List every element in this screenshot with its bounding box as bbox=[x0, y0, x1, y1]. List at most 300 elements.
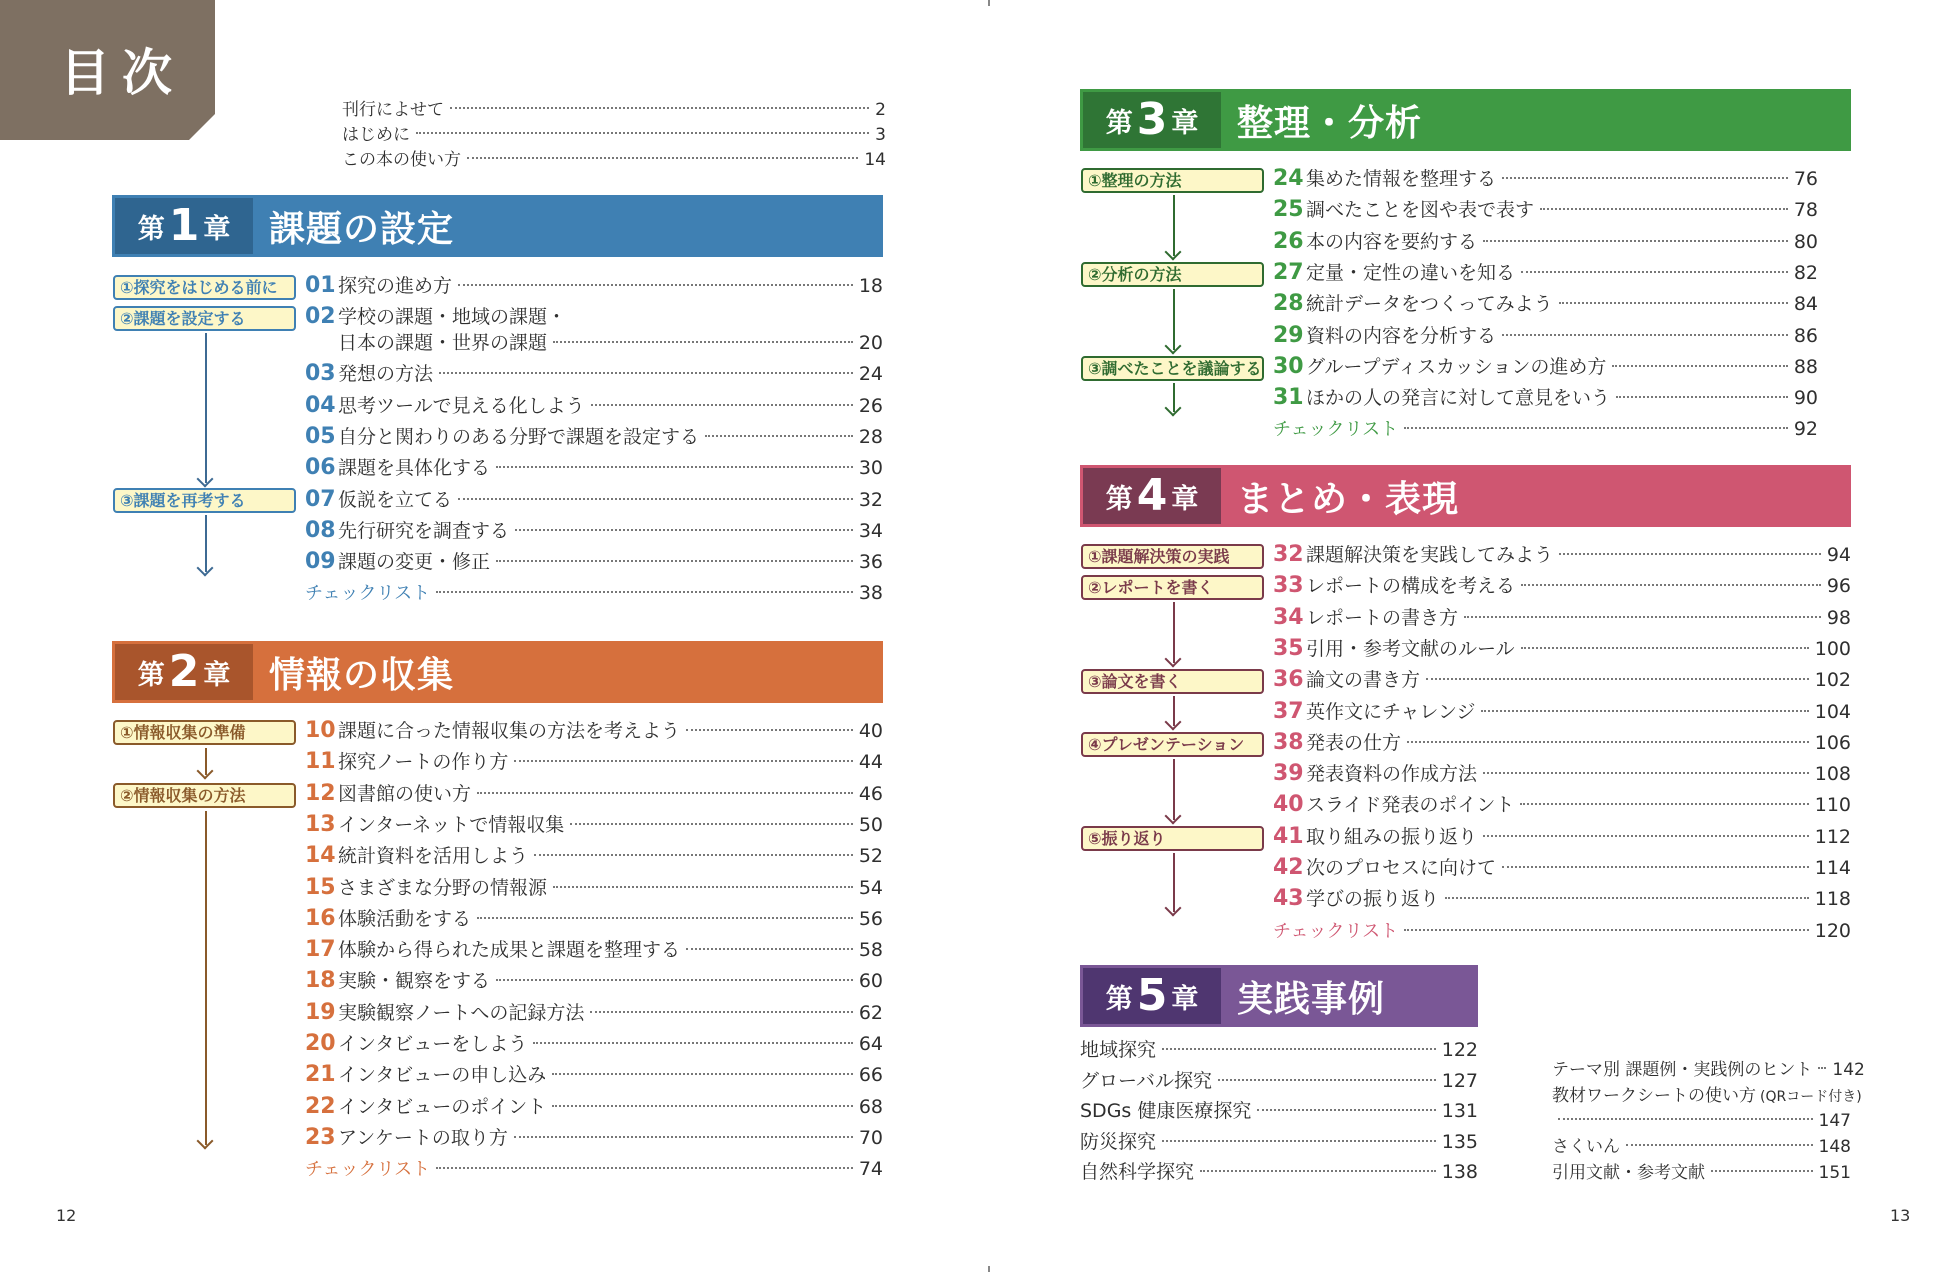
leader-dots bbox=[552, 1105, 853, 1107]
leader-dots bbox=[1404, 427, 1788, 429]
chapter-4-entry[interactable] bbox=[1273, 636, 1851, 662]
entry-page: 2 bbox=[875, 100, 886, 120]
leader-dots bbox=[1616, 396, 1788, 398]
entry-title: チェックリスト bbox=[1273, 920, 1399, 942]
chapter-title: 実践事例 bbox=[1221, 968, 1475, 1024]
leader-dots bbox=[416, 132, 869, 134]
entry-number: 24 bbox=[1273, 166, 1304, 191]
chapter-2-checklist[interactable] bbox=[305, 1156, 883, 1182]
stage-label: ②レポートを書く bbox=[1081, 575, 1264, 600]
entry-number: 36 bbox=[1273, 667, 1304, 693]
chapter-1-entry[interactable] bbox=[305, 424, 883, 450]
chapter-5-entry[interactable] bbox=[1080, 1159, 1478, 1185]
leader-dots bbox=[496, 560, 853, 562]
leader-dots bbox=[1521, 584, 1821, 586]
left-page-number: 12 bbox=[56, 1206, 77, 1225]
leader-dots bbox=[705, 435, 853, 437]
stage-label: ②課題を設定する bbox=[113, 306, 296, 331]
entry-number: 03 bbox=[305, 361, 336, 387]
center-crop-mark-top bbox=[988, 0, 990, 6]
leader-dots bbox=[553, 341, 853, 343]
back-matter-entry[interactable] bbox=[1552, 1057, 1865, 1083]
chapter-1-entry[interactable] bbox=[305, 518, 883, 544]
leader-dots bbox=[1559, 553, 1821, 555]
leader-dots bbox=[1481, 710, 1808, 712]
entry-page: 110 bbox=[1814, 794, 1851, 817]
entry-title: インタビューをしよう bbox=[338, 1033, 528, 1055]
chapter-3-entry[interactable] bbox=[1273, 323, 1818, 349]
entry-number: 41 bbox=[1273, 823, 1304, 849]
entry-page: 76 bbox=[1793, 168, 1818, 190]
entry-page: 100 bbox=[1814, 637, 1851, 660]
leader-dots bbox=[1404, 929, 1809, 931]
flow-arrow bbox=[205, 333, 207, 483]
chapter-1-entry[interactable] bbox=[305, 393, 883, 419]
entry-number: 18 bbox=[305, 968, 336, 994]
chapter-2-entry[interactable] bbox=[305, 718, 883, 744]
flow-arrow bbox=[1173, 759, 1175, 820]
entry-page: 36 bbox=[858, 551, 883, 574]
chapter-2-entry[interactable] bbox=[305, 781, 883, 807]
entry-page: 80 bbox=[1793, 230, 1818, 253]
front-matter-entry[interactable] bbox=[342, 147, 886, 173]
entry-title: 学校の課題・地域の課題・ bbox=[338, 306, 567, 329]
chapter-2-entry[interactable] bbox=[305, 906, 883, 932]
chapter-4-entry[interactable] bbox=[1273, 824, 1851, 850]
leader-dots bbox=[534, 854, 853, 856]
entry-number: 35 bbox=[1273, 635, 1304, 661]
entry-number: 39 bbox=[1273, 761, 1304, 787]
entry-number: 11 bbox=[305, 749, 336, 775]
leader-dots bbox=[436, 591, 853, 593]
entry-page: 142 bbox=[1832, 1060, 1865, 1080]
entry-page: 66 bbox=[858, 1064, 883, 1087]
chapter-number: 2 bbox=[168, 646, 200, 697]
entry-title: インターネットで情報収集 bbox=[338, 813, 565, 836]
entry-number: 17 bbox=[305, 937, 336, 963]
chapter-title: まとめ・表現 bbox=[1221, 468, 1848, 524]
leader-dots bbox=[458, 498, 853, 500]
stage-label: ③調べたことを議論する bbox=[1081, 356, 1264, 381]
entry-number: 30 bbox=[1273, 353, 1304, 379]
chapter-1-entry[interactable] bbox=[305, 487, 883, 513]
entry-title: 課題を具体化する bbox=[338, 457, 491, 480]
stage-label: ①情報収集の準備 bbox=[113, 720, 296, 745]
entry-page: 151 bbox=[1818, 1163, 1851, 1183]
chapter-3-entry[interactable] bbox=[1273, 197, 1818, 223]
entry-page: 62 bbox=[858, 1001, 883, 1024]
chapter-2-entry[interactable] bbox=[305, 1062, 883, 1088]
chapter-4-entry[interactable] bbox=[1273, 667, 1851, 693]
center-crop-mark-bottom bbox=[988, 1266, 990, 1272]
leader-dots bbox=[477, 917, 853, 919]
leader-dots bbox=[1520, 803, 1808, 805]
chapter-5-entry[interactable] bbox=[1080, 1098, 1478, 1124]
entry-page: 74 bbox=[858, 1158, 883, 1181]
chapter-2-entry[interactable] bbox=[305, 1000, 883, 1026]
leader-dots bbox=[1464, 616, 1821, 618]
entry-number: 01 bbox=[305, 273, 336, 298]
chapter-2-entry[interactable] bbox=[305, 875, 883, 901]
chapter-3-entry[interactable] bbox=[1273, 229, 1818, 255]
chapter-2-entry[interactable] bbox=[305, 843, 883, 869]
entry-title: SDGs 健康医療探究 bbox=[1080, 1100, 1252, 1122]
entry-number: 25 bbox=[1273, 197, 1304, 223]
stage-label: ②分析の方法 bbox=[1081, 262, 1264, 287]
leader-dots bbox=[570, 823, 853, 825]
flow-arrow bbox=[205, 811, 207, 1145]
entry-page: 135 bbox=[1441, 1130, 1478, 1153]
entry-page: 138 bbox=[1441, 1161, 1478, 1183]
leader-dots bbox=[467, 157, 858, 159]
entry-page: 118 bbox=[1814, 888, 1851, 911]
stage-label: ①整理の方法 bbox=[1081, 168, 1264, 193]
chapter-1-entry-continued[interactable] bbox=[338, 330, 883, 356]
leader-dots bbox=[1483, 772, 1809, 774]
entry-number: 26 bbox=[1273, 228, 1304, 254]
entry-number: 06 bbox=[305, 455, 336, 481]
leader-dots bbox=[686, 948, 853, 950]
chapter-1-entry[interactable] bbox=[305, 304, 883, 330]
entry-page: 24 bbox=[858, 363, 883, 386]
entry-page: 34 bbox=[858, 519, 883, 542]
entry-title: 地域探究 bbox=[1080, 1039, 1157, 1061]
chapter-4-entry[interactable] bbox=[1273, 605, 1851, 631]
entry-page: 40 bbox=[858, 720, 883, 742]
leader-dots bbox=[1626, 1144, 1813, 1146]
chapter-suffix: 章 bbox=[203, 659, 231, 691]
back-matter-entry[interactable] bbox=[1552, 1134, 1851, 1160]
entry-title: 英作文にチャレンジ bbox=[1306, 700, 1476, 723]
leader-dots bbox=[458, 284, 853, 286]
entry-title: 課題の変更・修正 bbox=[338, 551, 491, 574]
leader-dots bbox=[1559, 302, 1788, 304]
chapter-number: 5 bbox=[1136, 970, 1168, 1021]
entry-number: 09 bbox=[305, 549, 336, 575]
chapter-suffix: 章 bbox=[203, 213, 231, 245]
chapter-1-checklist[interactable] bbox=[305, 580, 883, 606]
chapter-prefix: 第 bbox=[137, 659, 165, 691]
entry-page: 90 bbox=[1793, 387, 1818, 410]
entry-title: 発表の仕方 bbox=[1306, 731, 1402, 754]
chapter-4-entry[interactable] bbox=[1273, 792, 1851, 818]
entry-page: 52 bbox=[858, 845, 883, 868]
entry-title: 本の内容を要約する bbox=[1306, 230, 1478, 253]
entry-number: 10 bbox=[305, 718, 336, 743]
entry-number: 21 bbox=[305, 1062, 336, 1088]
chapter-1-header[interactable] bbox=[112, 195, 883, 257]
entry-number: 40 bbox=[1273, 792, 1304, 818]
entry-title: レポートの書き方 bbox=[1306, 606, 1459, 629]
entry-title: 仮説を立てる bbox=[338, 488, 453, 511]
entry-title: チェックリスト bbox=[305, 583, 431, 605]
chapter-2-entry[interactable] bbox=[305, 937, 883, 963]
entry-title: 防災探究 bbox=[1080, 1130, 1157, 1153]
entry-page: 148 bbox=[1818, 1137, 1851, 1157]
leader-dots bbox=[1407, 741, 1809, 743]
leader-dots bbox=[553, 886, 853, 888]
chapter-prefix: 第 bbox=[1105, 983, 1133, 1015]
entry-page: 64 bbox=[858, 1033, 883, 1055]
leader-dots bbox=[514, 1136, 853, 1138]
entry-title: 自分と関わりのある分野で課題を設定する bbox=[338, 425, 700, 448]
entry-title: インタビューの申し込み bbox=[338, 1064, 547, 1087]
entry-number: 16 bbox=[305, 905, 336, 931]
entry-number: 15 bbox=[305, 874, 336, 900]
entry-number: 28 bbox=[1273, 291, 1304, 317]
chapter-3-header[interactable] bbox=[1080, 89, 1851, 151]
entry-title: インタビューのポイント bbox=[338, 1095, 547, 1118]
leader-dots bbox=[1218, 1079, 1436, 1081]
flow-arrow bbox=[1173, 853, 1175, 912]
chapter-badge bbox=[1083, 468, 1221, 524]
leader-dots bbox=[1200, 1170, 1436, 1172]
entry-page: 26 bbox=[858, 394, 883, 417]
stage-label: ③課題を再考する bbox=[113, 488, 296, 513]
entry-title: 論文の書き方 bbox=[1306, 669, 1421, 692]
chapter-4-entry[interactable] bbox=[1273, 542, 1851, 568]
chapter-prefix: 第 bbox=[1105, 483, 1133, 515]
entry-note: (QRコード付き) bbox=[1760, 1089, 1862, 1105]
leader-dots bbox=[590, 1011, 852, 1013]
leader-dots bbox=[496, 979, 853, 981]
leader-dots bbox=[1502, 177, 1788, 179]
leader-dots bbox=[1162, 1140, 1436, 1142]
chapter-3-entry[interactable] bbox=[1273, 354, 1818, 380]
entry-page: 84 bbox=[1793, 293, 1818, 316]
entry-title: 実験・観察をする bbox=[338, 970, 491, 993]
chapter-1-entry[interactable] bbox=[305, 273, 883, 299]
entry-page: 50 bbox=[858, 813, 883, 836]
entry-page: 38 bbox=[858, 582, 883, 605]
entry-page: 106 bbox=[1814, 731, 1851, 754]
entry-title: はじめに bbox=[342, 125, 410, 145]
entry-title: 定量・定性の違いを知る bbox=[1306, 261, 1516, 284]
leader-dots bbox=[1711, 1170, 1813, 1172]
entry-page: 20 bbox=[858, 332, 883, 355]
entry-page: 102 bbox=[1814, 669, 1851, 692]
chapter-2-entry[interactable] bbox=[305, 1094, 883, 1120]
entry-number: 27 bbox=[1273, 259, 1304, 285]
chapter-4-checklist[interactable] bbox=[1273, 918, 1851, 944]
entry-page: 131 bbox=[1441, 1100, 1478, 1122]
chapter-3-entry[interactable] bbox=[1273, 166, 1818, 192]
entry-title: 次のプロセスに向けて bbox=[1306, 857, 1497, 879]
chapter-4-entry[interactable] bbox=[1273, 886, 1851, 912]
leader-dots bbox=[1257, 1109, 1435, 1111]
leader-dots bbox=[1540, 208, 1788, 210]
entry-title: 自然科学探究 bbox=[1080, 1161, 1195, 1183]
entry-number: 37 bbox=[1273, 698, 1304, 724]
chapter-number: 1 bbox=[168, 200, 200, 251]
entry-title: 引用文献・参考文献 bbox=[1552, 1163, 1705, 1183]
chapter-title: 情報の収集 bbox=[253, 644, 880, 700]
entry-title: 統計データをつくってみよう bbox=[1306, 293, 1553, 316]
entry-number: 43 bbox=[1273, 886, 1304, 912]
chapter-2-header[interactable] bbox=[112, 641, 883, 703]
entry-title: 学びの振り返り bbox=[1306, 888, 1440, 911]
chapter-5-header[interactable] bbox=[1080, 965, 1478, 1027]
entry-number: 29 bbox=[1273, 322, 1304, 348]
leader-dots bbox=[450, 107, 869, 109]
entry-page: 70 bbox=[858, 1126, 883, 1149]
leader-dots bbox=[1483, 240, 1788, 242]
entry-page: 127 bbox=[1441, 1069, 1478, 1092]
chapter-3-entry[interactable] bbox=[1273, 291, 1818, 317]
entry-page: 28 bbox=[858, 425, 883, 448]
entry-number: 19 bbox=[305, 999, 336, 1025]
flow-arrow bbox=[1173, 602, 1175, 663]
entry-title: 引用・参考文献のルール bbox=[1306, 637, 1515, 660]
entry-number: 38 bbox=[1273, 729, 1304, 755]
entry-page: 98 bbox=[1826, 606, 1851, 629]
entry-title: 先行研究を調査する bbox=[338, 519, 510, 542]
flow-arrow bbox=[1173, 383, 1175, 412]
flow-arrow bbox=[205, 748, 207, 775]
entry-title: チェックリスト bbox=[305, 1159, 431, 1181]
entry-page: 18 bbox=[858, 275, 883, 297]
chapter-1-entry[interactable] bbox=[305, 455, 883, 481]
entry-number: 33 bbox=[1273, 573, 1304, 599]
chapter-suffix: 章 bbox=[1171, 107, 1199, 139]
right-page-number: 13 bbox=[1890, 1206, 1911, 1225]
entry-page: 14 bbox=[864, 150, 886, 170]
entry-number: 31 bbox=[1273, 385, 1304, 411]
entry-page: 147 bbox=[1818, 1111, 1851, 1131]
chapter-badge bbox=[1083, 968, 1221, 1024]
entry-page: 56 bbox=[858, 907, 883, 930]
leader-dots bbox=[686, 729, 853, 731]
leader-dots bbox=[1445, 897, 1809, 899]
chapter-2-entry[interactable] bbox=[305, 968, 883, 994]
leader-dots bbox=[1426, 678, 1809, 680]
entry-number: 42 bbox=[1273, 855, 1304, 880]
entry-title: チェックリスト bbox=[1273, 419, 1399, 441]
leader-dots bbox=[1502, 866, 1809, 868]
chapter-5-entry[interactable] bbox=[1080, 1037, 1478, 1063]
leader-dots bbox=[477, 792, 853, 794]
chapter-2-entry[interactable] bbox=[305, 812, 883, 838]
chapter-2-entry[interactable] bbox=[305, 1125, 883, 1151]
entry-title: 資料の内容を分析する bbox=[1306, 324, 1497, 347]
chapter-4-entry[interactable] bbox=[1273, 699, 1851, 725]
entry-title: 図書館の使い方 bbox=[338, 782, 472, 805]
chapter-2-entry[interactable] bbox=[305, 1031, 883, 1057]
entry-title: ほかの人の発言に対して意見をいう bbox=[1306, 387, 1611, 410]
entry-page: 58 bbox=[858, 939, 883, 962]
entry-page: 122 bbox=[1441, 1039, 1478, 1061]
entry-page: 120 bbox=[1814, 919, 1851, 942]
leader-dots bbox=[1521, 647, 1809, 649]
chapter-4-header[interactable] bbox=[1080, 465, 1851, 527]
entry-title: 発表資料の作成方法 bbox=[1306, 763, 1478, 786]
chapter-prefix: 第 bbox=[137, 213, 165, 245]
leader-dots bbox=[439, 372, 853, 374]
entry-title: 課題解決策を実践してみよう bbox=[1306, 544, 1554, 566]
leader-dots bbox=[1558, 1118, 1813, 1120]
chapter-4-entry[interactable] bbox=[1273, 761, 1851, 787]
leader-dots bbox=[1483, 835, 1809, 837]
entry-title: 統計資料を活用しよう bbox=[338, 845, 529, 868]
leader-dots bbox=[514, 760, 852, 762]
chapter-4-entry[interactable] bbox=[1273, 730, 1851, 756]
leader-dots bbox=[1521, 271, 1788, 273]
entry-page: 44 bbox=[858, 751, 883, 774]
chapter-1-entry[interactable] bbox=[305, 549, 883, 575]
back-matter-entry[interactable] bbox=[1552, 1083, 1862, 1109]
entry-number: 12 bbox=[305, 780, 336, 806]
entry-number: 04 bbox=[305, 392, 336, 418]
chapter-badge bbox=[1083, 92, 1221, 148]
chapter-3-entry[interactable] bbox=[1273, 385, 1818, 411]
entry-number: 08 bbox=[305, 517, 336, 543]
entry-page: 114 bbox=[1814, 857, 1851, 879]
front-matter-entry[interactable] bbox=[342, 97, 886, 123]
flow-arrow bbox=[1173, 696, 1175, 726]
entry-page: 88 bbox=[1793, 355, 1818, 378]
chapter-title: 課題の設定 bbox=[253, 198, 880, 254]
page-title: 目次 bbox=[60, 44, 184, 102]
entry-page: 68 bbox=[858, 1095, 883, 1118]
entry-title: 集めた情報を整理する bbox=[1306, 168, 1497, 190]
back-matter-entry-continued[interactable] bbox=[1552, 1108, 1851, 1134]
chapter-3-checklist[interactable] bbox=[1273, 416, 1818, 442]
chapter-1-entry[interactable] bbox=[305, 361, 883, 387]
entry-page: 32 bbox=[858, 488, 883, 511]
entry-title: 取り組みの振り返り bbox=[1306, 825, 1478, 848]
chapter-suffix: 章 bbox=[1171, 983, 1199, 1015]
chapter-4-entry[interactable] bbox=[1273, 573, 1851, 599]
entry-number: 07 bbox=[305, 486, 336, 512]
leader-dots bbox=[1162, 1048, 1436, 1050]
entry-title: 発想の方法 bbox=[338, 363, 434, 386]
entry-page: 104 bbox=[1814, 700, 1851, 723]
stage-label: ①課題解決策の実践 bbox=[1081, 544, 1264, 569]
entry-page: 108 bbox=[1814, 763, 1851, 786]
entry-number: 02 bbox=[305, 304, 336, 330]
entry-title: 体験から得られた成果と課題を整理する bbox=[338, 939, 681, 962]
entry-title: レポートの構成を考える bbox=[1306, 575, 1516, 598]
entry-page: 96 bbox=[1826, 575, 1851, 598]
entry-title: アンケートの取り方 bbox=[338, 1126, 508, 1149]
entry-title: 調べたことを図や表で表す bbox=[1306, 199, 1535, 222]
entry-page: 86 bbox=[1793, 324, 1818, 347]
entry-title: グループディスカッションの進め方 bbox=[1306, 355, 1607, 378]
entry-page: 3 bbox=[875, 125, 886, 145]
entry-title: 日本の課題・世界の課題 bbox=[338, 332, 548, 355]
entry-page: 78 bbox=[1793, 199, 1818, 222]
entry-title: 探究ノートの作り方 bbox=[338, 751, 509, 774]
stage-label: ③論文を書く bbox=[1081, 669, 1264, 694]
front-matter-entry[interactable] bbox=[342, 122, 886, 148]
entry-title: スライド発表のポイント bbox=[1306, 794, 1515, 817]
chapter-prefix: 第 bbox=[1105, 107, 1133, 139]
back-matter-entry[interactable] bbox=[1552, 1160, 1851, 1186]
chapter-3-entry[interactable] bbox=[1273, 260, 1818, 286]
chapter-number: 4 bbox=[1136, 470, 1168, 521]
chapter-5-entry[interactable] bbox=[1080, 1129, 1478, 1155]
leader-dots bbox=[552, 1073, 853, 1075]
chapter-badge bbox=[115, 198, 253, 254]
entry-title: 体験活動をする bbox=[338, 907, 472, 930]
flow-arrow bbox=[205, 515, 207, 572]
chapter-2-entry[interactable] bbox=[305, 749, 883, 775]
stage-label: ④プレゼンテーション bbox=[1081, 732, 1264, 757]
chapter-number: 3 bbox=[1136, 94, 1168, 145]
entry-number: 14 bbox=[305, 843, 336, 869]
chapter-5-entry[interactable] bbox=[1080, 1068, 1478, 1094]
chapter-4-entry[interactable] bbox=[1273, 855, 1851, 881]
